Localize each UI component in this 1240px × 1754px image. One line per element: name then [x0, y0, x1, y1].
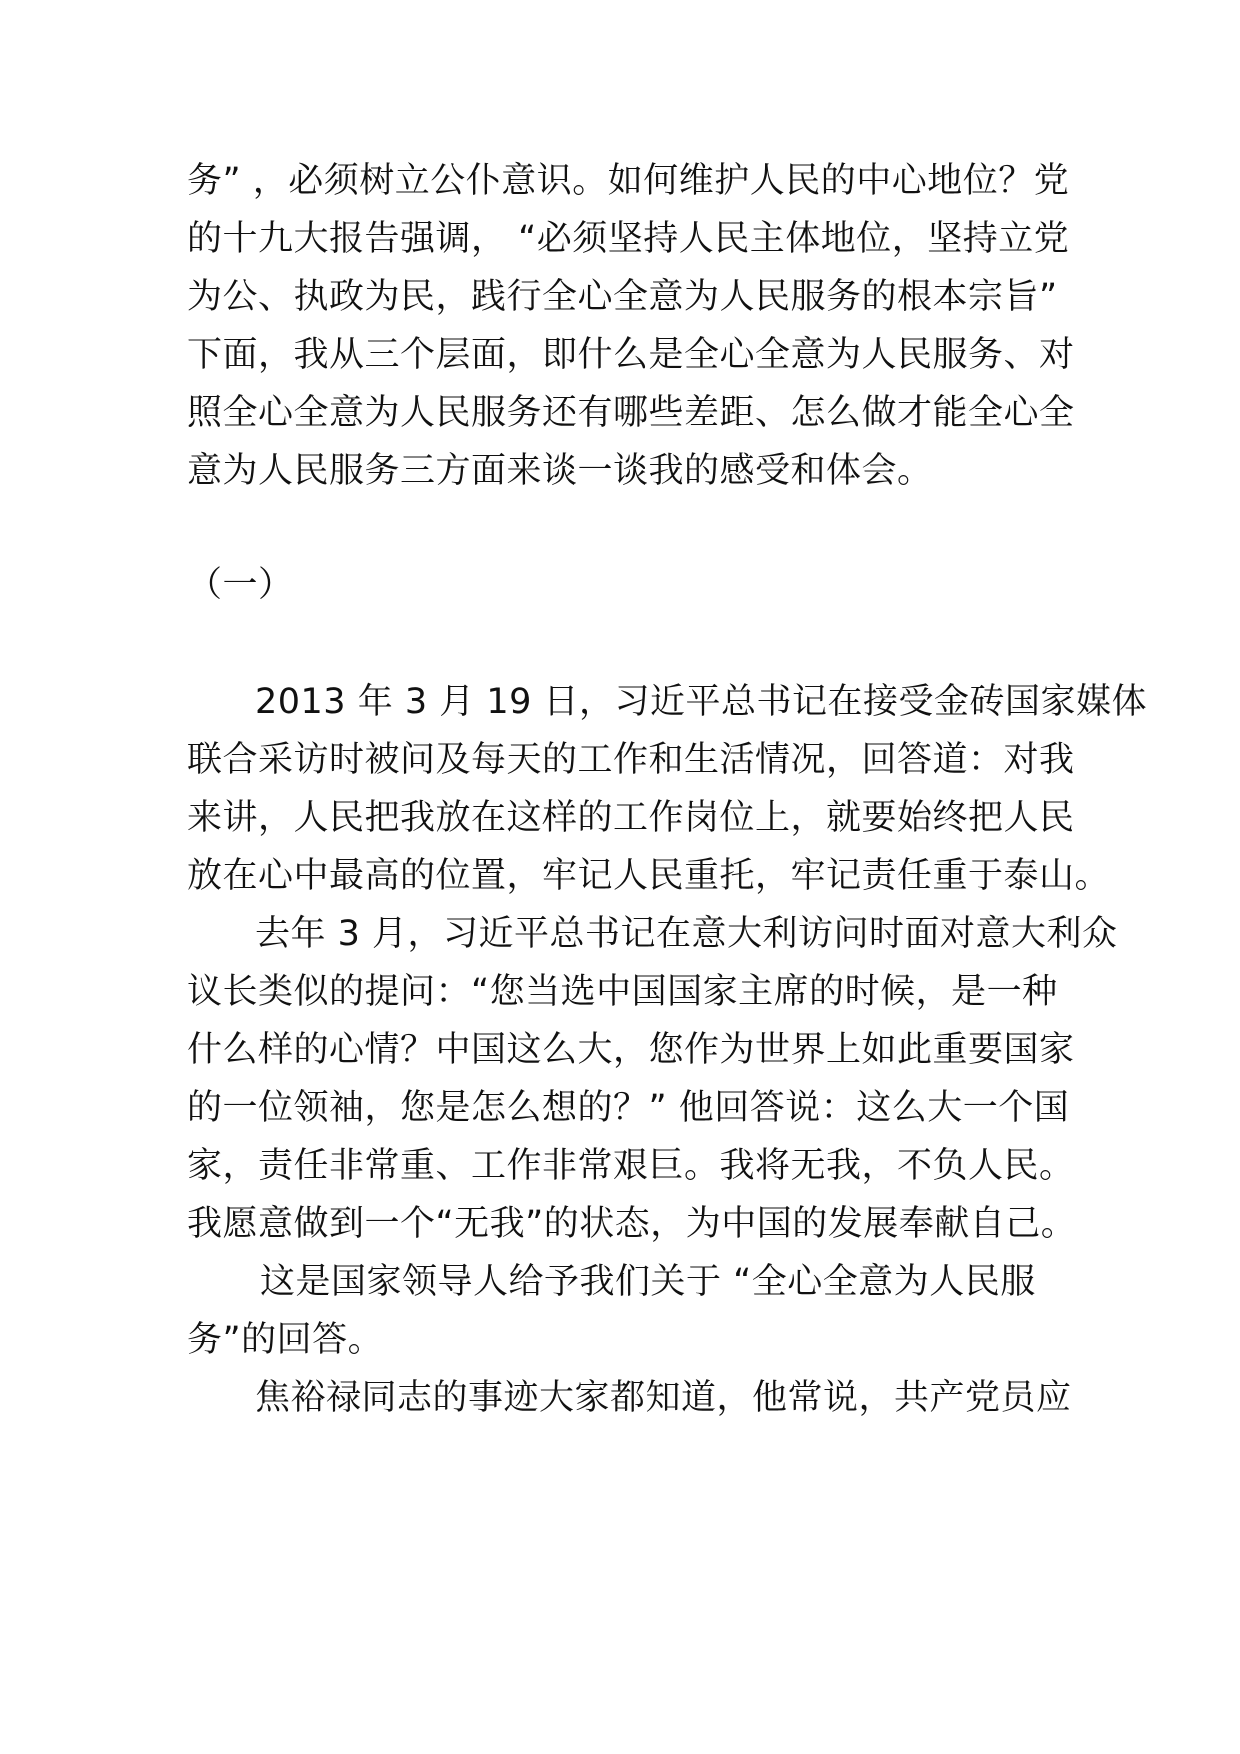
para1-line-4: 放在心中最高的位置，牢记人民重托，牢记责任重于泰山。: [187, 856, 1111, 896]
intro-line-3: 为公、执政为民，践行全心全意为人民服务的根本宗旨”: [187, 277, 1058, 317]
para2-line-2: 议长类似的提问：“您当选中国国家主席的时候，是一种: [187, 972, 1058, 1012]
para2-line-3: 什么样的心情？中国这么大，您作为世界上如此重要国家: [187, 1030, 1075, 1070]
section-heading: （一）: [187, 565, 294, 605]
para1-line-2: 联合采访时被问及每天的工作和生活情况，回答道：对我: [187, 740, 1075, 780]
para1-line-1: 2013 年 3 月 19 日，习近平总书记在接受金砖国家媒体: [255, 682, 1148, 722]
para4-line-1: 焦裕禄同志的事迹大家都知道，他常说，共产党员应: [255, 1378, 1072, 1418]
intro-line-1: 务” ，必须树立公仆意识。如何维护人民的中心地位？党: [187, 161, 1070, 201]
intro-line-6: 意为人民服务三方面来谈一谈我的感受和体会。: [187, 451, 933, 491]
intro-line-2: 的十九大报告强调， “必须坚持人民主体地位，坚持立党: [187, 219, 1070, 259]
para1-line-3: 来讲，人民把我放在这样的工作岗位上，就要始终把人民: [187, 798, 1075, 838]
intro-line-4: 下面，我从三个层面，即什么是全心全意为人民服务、对: [187, 335, 1075, 375]
para2-line-1: 去年 3 月，习近平总书记在意大利访问时面对意大利众: [255, 914, 1118, 954]
para2-line-5: 家，责任非常重、工作非常艰巨。我将无我，不负人民。: [187, 1146, 1075, 1186]
para2-line-4: 的一位领袖，您是怎么想的？” 他回答说：这么大一个国: [187, 1088, 1070, 1128]
intro-line-5: 照全心全意为人民服务还有哪些差距、怎么做才能全心全: [187, 393, 1075, 433]
para3-line-1: 这是国家领导人给予我们关于 “全心全意为人民服: [260, 1262, 1036, 1302]
para3-line-2: 务”的回答。: [187, 1320, 384, 1360]
para2-line-6: 我愿意做到一个“无我”的状态，为中国的发展奉献自己。: [187, 1204, 1077, 1244]
